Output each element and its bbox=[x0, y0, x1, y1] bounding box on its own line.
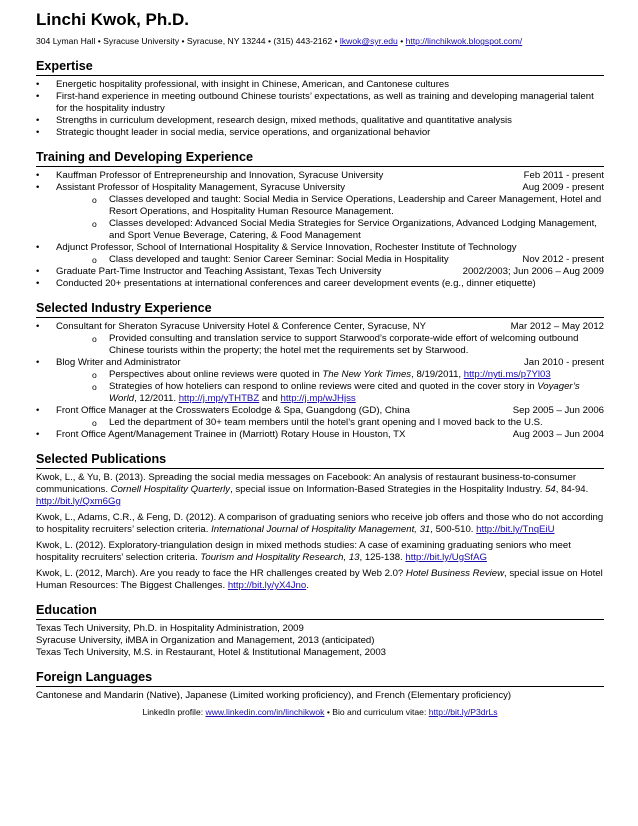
position-date: Nov 2012 - present bbox=[522, 254, 604, 265]
sub-item-text: Strategies of how hoteliers can respond to online reviews were cited and quoted in the cover story in bbox=[109, 381, 538, 392]
position-date: Aug 2003 – Jun 2004 bbox=[512, 429, 604, 440]
degree-line: Texas Tech University, M.S. in Restaurant, Hotel & Institutional Management, 2003 bbox=[36, 647, 386, 658]
nyt-link[interactable]: http://nyti.ms/p7Yl03 bbox=[463, 369, 551, 380]
sub-list bbox=[56, 194, 604, 242]
voyager-link-1[interactable]: http://j.mp/yTHTBZ bbox=[178, 393, 260, 404]
email-link[interactable]: lkwok@syr.edu bbox=[339, 36, 398, 46]
list-item bbox=[36, 321, 604, 357]
list-item: • Strengths in curriculum development, research design, mixed methods, qualitative and quantitative analysis bbox=[36, 115, 604, 127]
cv-link[interactable]: http://bit.ly/P3drLs bbox=[428, 707, 498, 717]
sub-item: o Led the department of 30+ team members until the hotel’s grant opening and I moved back to the U.S. bbox=[92, 417, 604, 429]
candidate-name: Linchi Kwok, Ph.D. bbox=[36, 10, 190, 29]
publication-entry bbox=[36, 568, 604, 592]
position-title: • Front Office Agent/Management Trainee in (Marriott) Rotary House in Houston, TX bbox=[56, 429, 406, 440]
list-item bbox=[36, 429, 604, 441]
list-item bbox=[36, 242, 604, 266]
list-item bbox=[36, 170, 604, 182]
position-date: Jan 2010 - present bbox=[523, 357, 604, 368]
footer-text: • Bio and curriculum vitae: bbox=[324, 707, 429, 717]
sub-item-text: , 12/2011. bbox=[134, 393, 179, 404]
training-heading: Training and Developing Experience bbox=[36, 149, 604, 167]
position-title: • Front Office Manager at the Crosswaters Ecolodge & Spa, Guangdong (GD), China bbox=[56, 405, 410, 416]
citation-text: Kwok, L. (2012). Exploratory-triangulation design in mixed methods studies: A case of examining graduating seniors who meet hospitality recruiters’ selection criteria. bbox=[36, 540, 571, 563]
citation-text: . bbox=[306, 580, 309, 591]
expertise-heading: Expertise bbox=[36, 58, 604, 76]
sub-item-text: o Class developed and taught: Senior Career Seminar: Social Media in Hospitality bbox=[109, 254, 449, 265]
sub-list bbox=[56, 417, 604, 429]
sub-list bbox=[56, 333, 604, 357]
publications-section bbox=[36, 451, 604, 592]
journal-name: Cornell Hospitality Quarterly bbox=[110, 484, 231, 495]
contact-separator: • bbox=[397, 36, 406, 46]
linkedin-link[interactable]: www.linkedin.com/in/linchikwok bbox=[205, 707, 325, 717]
sub-item-text: , 8/19/2011, bbox=[411, 369, 464, 380]
footer-text: LinkedIn profile: bbox=[142, 707, 206, 717]
citation-text: Kwok, L. (2012, March). Are you ready to face the HR challenges created by Web 2.0? bbox=[36, 568, 406, 579]
volume: 54 bbox=[545, 484, 556, 495]
training-list bbox=[36, 170, 604, 290]
industry-heading: Selected Industry Experience bbox=[36, 300, 604, 318]
journal-name: International Journal of Hospitality Management, 31 bbox=[211, 524, 431, 535]
list-item: • First-hand experience in meeting outbound Chinese tourists’ expectations, as well as training and developing managerial talent for the hospitality industry bbox=[36, 91, 604, 115]
citation-text: , 500-510. bbox=[430, 524, 477, 535]
position-title: • Graduate Part-Time Instructor and Teaching Assistant, Texas Tech University bbox=[56, 266, 382, 277]
journal-name: Tourism and Hospitality Research, 13 bbox=[200, 552, 360, 563]
citation-text: Kwok, L., & Yu, B. (2013). Spreading the social media messages on Facebook: An analysis of restaurant business-to-consumer communications. bbox=[36, 472, 577, 495]
sub-item: o Classes developed: Advanced Social Media Strategies for Service Organizations, Advanced Lodging Management, and Sport Venue Beverage, Catering, & Food Management bbox=[92, 218, 604, 242]
publication-entry bbox=[36, 512, 604, 536]
position-date: Mar 2012 – May 2012 bbox=[510, 321, 604, 332]
citation-text: , 125-138. bbox=[359, 552, 406, 563]
resume-page bbox=[36, 8, 604, 718]
education-list bbox=[36, 623, 604, 659]
languages-text: Cantonese and Mandarin (Native), Japanese (Limited working proficiency), and French (Elementary proficiency) bbox=[36, 690, 512, 701]
industry-section bbox=[36, 300, 604, 441]
degree-line: Syracuse University, iMBA in Organization and Management, 2013 (anticipated) bbox=[36, 635, 375, 646]
position-title: • Blog Writer and Administrator bbox=[56, 357, 181, 368]
publication-link[interactable]: http://bit.ly/yX4Jno bbox=[227, 580, 307, 591]
sub-item: o Classes developed and taught: Social Media in Service Operations, Leadership and Career Management, Hotel and Resort Operations, and Hospitality Human Resource Management. bbox=[92, 194, 604, 218]
position-title: • Adjunct Professor, School of International Hospitality & Service Innovation, Rochester Institute of Technology bbox=[56, 242, 517, 253]
sub-item bbox=[92, 369, 604, 381]
position-date: Aug 2009 - present bbox=[522, 182, 604, 193]
expertise-list bbox=[36, 79, 604, 139]
contact-address: 304 Lyman Hall • Syracuse University • Syracuse, NY 13244 • (315) 443-2162 • bbox=[36, 36, 340, 46]
list-item: • Conducted 20+ presentations at international conferences and career development events (e.g., dinner etiquette) bbox=[36, 278, 604, 290]
languages-heading: Foreign Languages bbox=[36, 669, 604, 687]
sub-item-text: Perspectives about online reviews were quoted in bbox=[109, 369, 323, 380]
degree-line: Texas Tech University, Ph.D. in Hospitality Administration, 2009 bbox=[36, 623, 304, 634]
footer bbox=[36, 706, 604, 718]
languages-section bbox=[36, 669, 604, 702]
publication-link[interactable]: http://bit.ly/UgSfAG bbox=[405, 552, 487, 563]
publication-name: The New York Times bbox=[322, 369, 412, 380]
blog-link[interactable]: http://linchikwok.blogspot.com/ bbox=[405, 36, 523, 46]
list-item bbox=[36, 357, 604, 405]
position-title: • Consultant for Sheraton Syracuse University Hotel & Conference Center, Syracuse, NY bbox=[56, 321, 427, 332]
training-section bbox=[36, 149, 604, 290]
publication-name: Voyager’s World bbox=[109, 381, 580, 404]
list-item: • Energetic hospitality professional, with insight in Chinese, American, and Cantonese cultures bbox=[36, 79, 604, 91]
industry-list bbox=[36, 321, 604, 441]
expertise-section bbox=[36, 58, 604, 139]
journal-name: Hotel Business Review bbox=[405, 568, 505, 579]
sub-item bbox=[92, 254, 604, 266]
position-date: 2002/2003; Jun 2006 – Aug 2009 bbox=[462, 266, 604, 277]
contact-line bbox=[36, 35, 604, 47]
publication-link[interactable]: http://bit.ly/Qxm6Gg bbox=[36, 496, 121, 507]
citation-text: , special issue on Hotel Human Resources: The Biggest Challenges. bbox=[36, 568, 603, 591]
sub-list bbox=[56, 369, 604, 405]
education-heading: Education bbox=[36, 602, 604, 620]
publication-link[interactable]: http://bit.ly/TnqEiU bbox=[476, 524, 555, 535]
sub-list bbox=[56, 254, 604, 266]
education-section bbox=[36, 602, 604, 659]
sub-item-text: and bbox=[259, 393, 281, 404]
citation-text: Kwok, L., Adams, C.R., & Feng, D. (2012). A comparison of graduating seniors who receive job offers and those who do not according to hospitality recruiters’ selection criteria. bbox=[36, 512, 604, 535]
position-date: Sep 2005 – Jun 2006 bbox=[512, 405, 604, 416]
list-item bbox=[36, 405, 604, 429]
position-date: Feb 2011 - present bbox=[523, 170, 604, 181]
voyager-link-2[interactable]: http://j.mp/wJHjss bbox=[280, 393, 356, 404]
citation-text: , special issue on Information-Based Strategies in the Hospitality Industry. bbox=[230, 484, 546, 495]
list-item bbox=[36, 266, 604, 278]
position-title: • Assistant Professor of Hospitality Management, Syracuse University bbox=[56, 182, 345, 193]
sub-item: o Provided consulting and translation service to support Starwood’s corporate-wide effort of welcoming outbound Chinese tourists within the property; the hotel met the requirements set by Starwood. bbox=[92, 333, 604, 357]
publication-entry bbox=[36, 472, 604, 508]
citation-text: , 84-94. bbox=[555, 484, 589, 495]
publications-heading: Selected Publications bbox=[36, 451, 604, 469]
position-title: • Kauffman Professor of Entrepreneurship and Innovation, Syracuse University bbox=[56, 170, 384, 181]
publication-entry bbox=[36, 540, 604, 564]
list-item bbox=[36, 182, 604, 242]
sub-item bbox=[92, 381, 604, 405]
list-item: • Strategic thought leader in social media, service operations, and organizational behavior bbox=[36, 127, 604, 139]
